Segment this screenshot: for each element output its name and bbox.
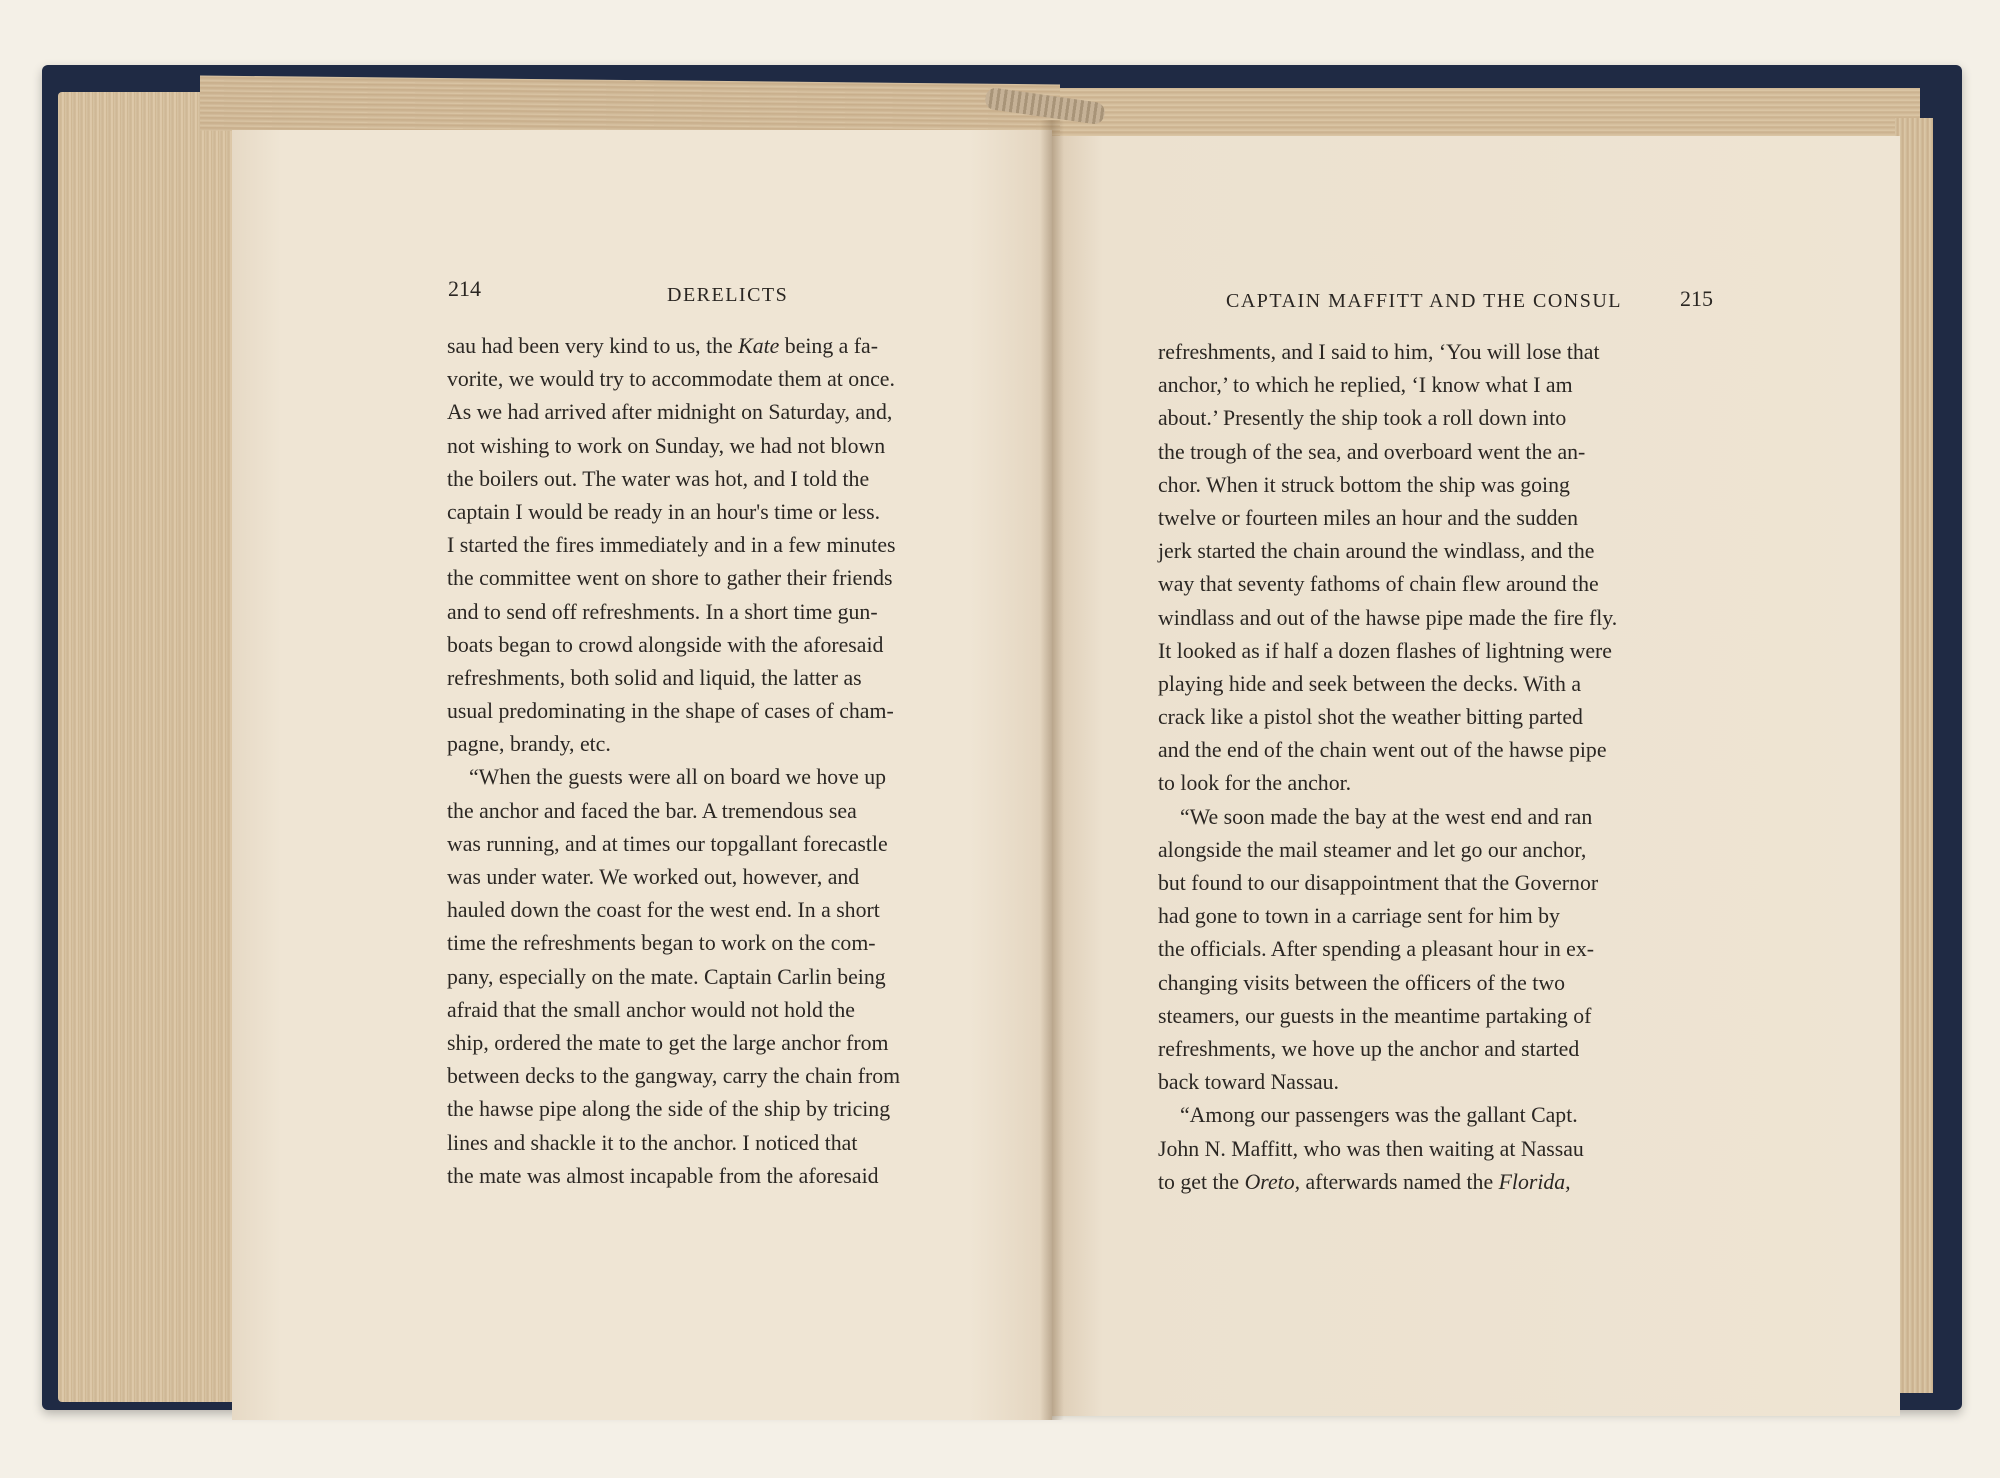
text-line [1158, 1033, 1713, 1066]
text-line [447, 1060, 997, 1093]
text-run: the boilers out. The water was hot, and I told the [447, 466, 870, 491]
text-line [447, 1160, 997, 1193]
text-line [1158, 734, 1713, 767]
text-run: “When the guests were all on board we hove up [469, 765, 887, 790]
right-page-number: 215 [1680, 286, 1713, 311]
text-line [1158, 834, 1713, 867]
text-run: pagne, brandy, etc. [447, 732, 611, 757]
text-run: about.’ Presently the ship took a roll down into [1158, 406, 1567, 431]
text-run: the officials. After spending a pleasant hour in ex- [1158, 937, 1595, 962]
text-line [447, 430, 997, 463]
text-line [1158, 502, 1713, 535]
text-line [1158, 469, 1713, 502]
text-line [1158, 402, 1713, 435]
text-run: refreshments, both solid and liquid, the latter as [447, 665, 862, 690]
text-line [447, 1127, 997, 1160]
text-run: alongside the mail steamer and let go our anchor, [1158, 837, 1587, 862]
text-line [447, 463, 997, 496]
text-line [1158, 535, 1713, 568]
text-line [1158, 1133, 1713, 1166]
text-run: As we had arrived after midnight on Saturday, and, [447, 400, 893, 425]
text-run: captain I would be ready in an hour's time or less. [447, 499, 881, 524]
text-run: usual predominating in the shape of cases of cham- [447, 699, 894, 724]
text-run: ship, ordered the mate to get the large anchor from [447, 1030, 889, 1055]
text-run: had gone to town in a carriage sent for him by [1158, 904, 1560, 929]
text-run: and the end of the chain went out of the hawse pipe [1158, 738, 1607, 763]
left-page-text [447, 330, 997, 1193]
right-running-head: CAPTAIN MAFFITT AND THE CONSUL [1226, 290, 1623, 312]
text-line [447, 861, 997, 894]
text-line [1158, 933, 1713, 966]
text-run: being a fa- [779, 334, 878, 358]
text-line [447, 927, 997, 960]
text-line [447, 629, 997, 662]
text-run: refreshments, we hove up the anchor and started [1158, 1036, 1580, 1061]
text-line [1158, 369, 1713, 402]
text-run: “Among our passengers was the gallant Capt. [1180, 1103, 1578, 1128]
text-run: pany, especially on the mate. Captain Carlin being [447, 964, 886, 989]
text-run: the mate was almost incapable from the aforesaid [447, 1163, 879, 1188]
text-run: and to send off refreshments. In a short time gun- [447, 599, 878, 624]
italic-run: Kate [738, 334, 780, 358]
text-run: afraid that the small anchor would not hold the [447, 997, 855, 1022]
text-run: windlass and out of the hawse pipe made the fire fly. [1158, 605, 1618, 630]
text-run: chor. When it struck bottom the ship was going [1158, 472, 1570, 497]
text-run: lines and shackle it to the anchor. I noticed that [447, 1130, 858, 1155]
text-line [447, 396, 997, 429]
text-run: refreshments, and I said to him, ‘You will lose that [1158, 340, 1600, 364]
text-line [447, 496, 997, 529]
italic-run: Oreto, [1244, 1169, 1301, 1194]
text-run: time the refreshments began to work on the com- [447, 931, 876, 956]
text-line [1158, 801, 1713, 834]
text-run: boats began to crowd alongside with the aforesaid [447, 632, 884, 657]
text-line [1158, 701, 1713, 734]
text-line [447, 894, 997, 927]
text-line [1158, 1099, 1713, 1132]
right-page-text [1158, 336, 1713, 1199]
text-run: the hawse pipe along the side of the ship by tricing [447, 1097, 891, 1122]
text-line [1158, 900, 1713, 933]
text-run: the anchor and faced the bar. A tremendous sea [447, 798, 857, 823]
text-run: vorite, we would try to accommodate them at once. [447, 367, 895, 392]
text-run: to look for the anchor. [1158, 771, 1352, 796]
text-line [447, 562, 997, 595]
page-edges-right [1895, 118, 1933, 1393]
text-run: but found to our disappointment that the Governor [1158, 871, 1599, 895]
text-line [447, 363, 997, 396]
text-line [447, 961, 997, 994]
text-line [447, 695, 997, 728]
text-line [447, 828, 997, 861]
left-running-head: DERELICTS [667, 284, 789, 306]
text-run: It looked as if half a dozen flashes of lightning were [1158, 638, 1612, 663]
text-line [1158, 767, 1713, 800]
text-line [1158, 867, 1713, 900]
text-line [1158, 1066, 1713, 1099]
text-run: hauled down the coast for the west end. In a short [447, 898, 880, 923]
text-run: was under water. We worked out, however, and [447, 865, 860, 889]
text-run: I started the fires immediately and in a few minutes [447, 533, 896, 558]
text-run: anchor,’ to which he replied, ‘I know what I am [1158, 373, 1573, 398]
text-line [447, 728, 997, 761]
text-line [447, 795, 997, 828]
text-line [1158, 635, 1713, 668]
text-line [1158, 602, 1713, 635]
text-line [447, 1093, 997, 1126]
text-run: between decks to the gangway, carry the chain from [447, 1064, 901, 1089]
text-line [447, 662, 997, 695]
text-run: changing visits between the officers of the two [1158, 970, 1565, 995]
spine-gutter [1040, 120, 1064, 1420]
italic-run: Florida, [1498, 1169, 1571, 1194]
text-line [1158, 1166, 1713, 1199]
text-run: the trough of the sea, and overboard went the an- [1158, 439, 1586, 464]
text-line [1158, 336, 1713, 369]
page-edges-top-right [1060, 88, 1920, 140]
text-line [447, 596, 997, 629]
text-line [447, 529, 997, 562]
text-run: to get the [1158, 1169, 1245, 1194]
text-run: sau had been very kind to us, the [447, 334, 739, 358]
text-line [1158, 436, 1713, 469]
text-line [447, 1027, 997, 1060]
text-run: back toward Nassau. [1158, 1070, 1339, 1095]
text-line [447, 994, 997, 1027]
text-run: afterwards named the [1300, 1169, 1499, 1194]
text-line [1158, 1000, 1713, 1033]
page-edges-left [58, 92, 258, 1402]
text-line [1158, 568, 1713, 601]
text-run: playing hide and seek between the decks. With a [1158, 671, 1582, 696]
text-run: steamers, our guests in the meantime partaking of [1158, 1003, 1592, 1028]
left-page-number: 214 [448, 276, 481, 301]
text-run: jerk started the chain around the windlass, and the [1158, 539, 1595, 564]
text-line [447, 330, 997, 363]
text-line [1158, 967, 1713, 1000]
text-run: John N. Maffitt, who was then waiting at Nassau [1158, 1136, 1584, 1161]
text-run: twelve or fourteen miles an hour and the sudden [1158, 505, 1579, 530]
text-run: way that seventy fathoms of chain flew around the [1158, 572, 1599, 597]
text-run: was running, and at times our topgallant forecastle [447, 831, 888, 856]
text-run: crack like a pistol shot the weather bitting parted [1158, 705, 1583, 730]
text-line [1158, 668, 1713, 701]
text-run: not wishing to work on Sunday, we had not blown [447, 433, 886, 458]
text-run: “We soon made the bay at the west end and ran [1180, 804, 1593, 829]
text-line [447, 761, 997, 794]
text-run: the committee went on shore to gather their friends [447, 566, 893, 591]
